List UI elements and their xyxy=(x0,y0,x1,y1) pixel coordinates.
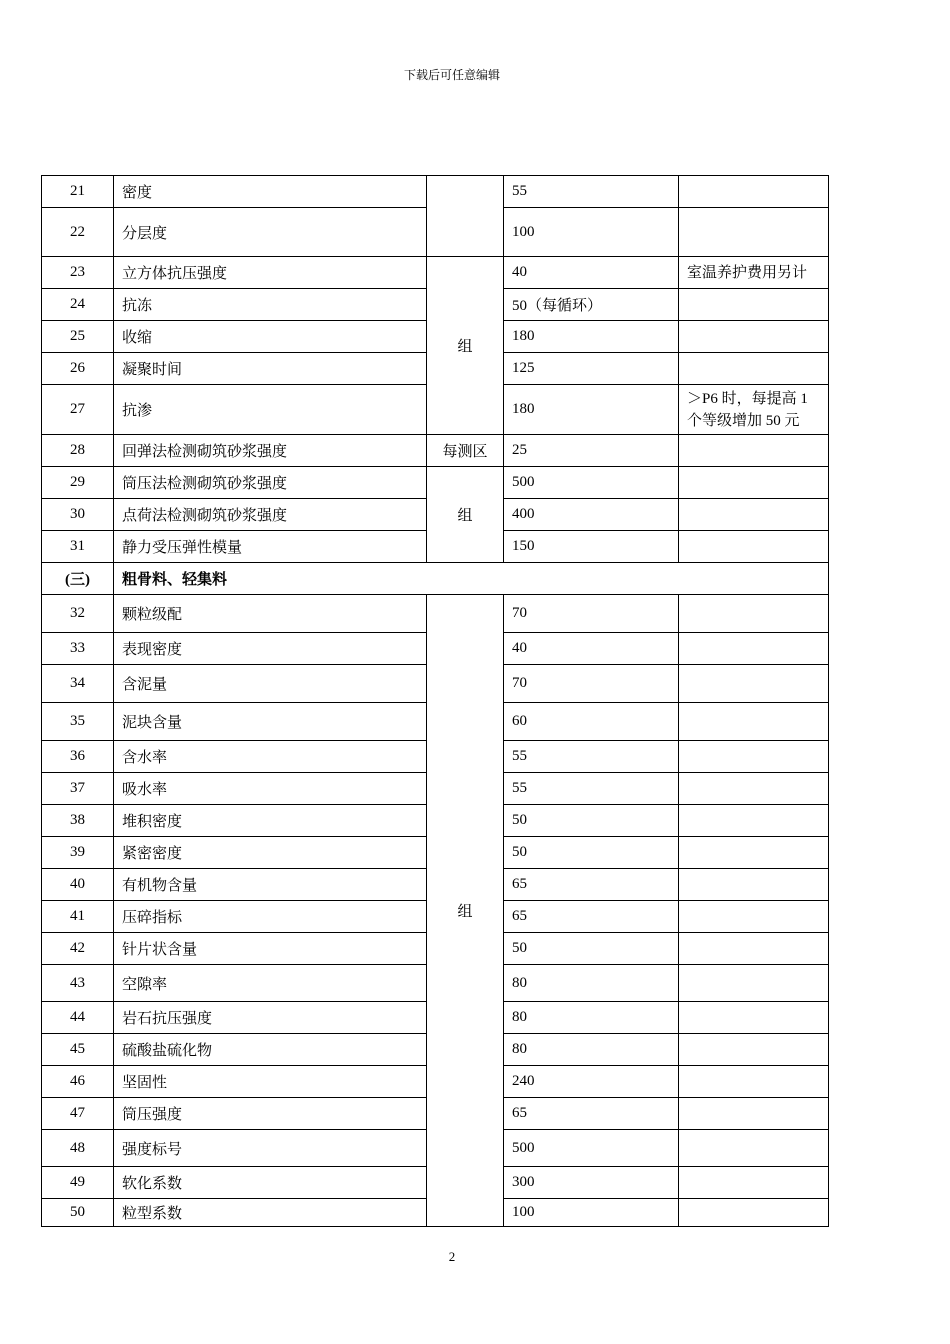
unit-cell: 组 xyxy=(427,257,504,435)
price-cell: 400 xyxy=(504,499,679,531)
page-number: 2 xyxy=(448,1249,456,1264)
test-item: 硫酸盐硫化物 xyxy=(114,1034,427,1066)
price-cell: 40 xyxy=(504,633,679,665)
price-cell: 80 xyxy=(504,1002,679,1034)
row-number: 31 xyxy=(42,531,114,563)
header-note: 下载后可任意编辑 xyxy=(403,68,500,82)
note-cell xyxy=(679,901,829,933)
row-number: 43 xyxy=(42,965,114,1002)
note-cell: ＞P6 时，每提高 1 个等级增加 50 元 xyxy=(679,385,829,435)
price-cell: 50（每循环） xyxy=(504,289,679,321)
test-item: 密度 xyxy=(114,176,427,208)
note-cell xyxy=(679,1066,829,1098)
test-item: 筒压法检测砌筑砂浆强度 xyxy=(114,467,427,499)
row-number: 22 xyxy=(42,208,114,257)
note-cell xyxy=(679,1199,829,1227)
note-cell xyxy=(679,703,829,741)
note-cell xyxy=(679,435,829,467)
note-cell xyxy=(679,467,829,499)
price-cell: 50 xyxy=(504,933,679,965)
test-item: 空隙率 xyxy=(114,965,427,1002)
price-cell: 240 xyxy=(504,1066,679,1098)
unit-cell: 组 xyxy=(427,467,504,563)
row-number: 50 xyxy=(42,1199,114,1227)
row-number: 48 xyxy=(42,1130,114,1167)
note-cell xyxy=(679,1130,829,1167)
price-cell: 80 xyxy=(504,965,679,1002)
table-row xyxy=(42,176,829,208)
section-number: (三) xyxy=(42,563,114,595)
row-number: 32 xyxy=(42,595,114,633)
row-number: 45 xyxy=(42,1034,114,1066)
unit-cell: 组 xyxy=(427,595,504,1227)
row-number: 29 xyxy=(42,467,114,499)
test-item: 粒型系数 xyxy=(114,1199,427,1227)
row-number: 44 xyxy=(42,1002,114,1034)
test-item: 吸水率 xyxy=(114,773,427,805)
test-item: 回弹法检测砌筑砂浆强度 xyxy=(114,435,427,467)
row-number: 21 xyxy=(42,176,114,208)
test-item: 含水率 xyxy=(114,741,427,773)
price-cell: 100 xyxy=(504,208,679,257)
section-header-row xyxy=(42,563,829,595)
test-item: 岩石抗压强度 xyxy=(114,1002,427,1034)
table-row xyxy=(42,595,829,633)
test-item: 软化系数 xyxy=(114,1167,427,1199)
price-cell: 150 xyxy=(504,531,679,563)
row-number: 49 xyxy=(42,1167,114,1199)
row-number: 47 xyxy=(42,1098,114,1130)
test-item: 泥块含量 xyxy=(114,703,427,741)
row-number: 34 xyxy=(42,665,114,703)
price-cell: 70 xyxy=(504,665,679,703)
test-item: 分层度 xyxy=(114,208,427,257)
row-number: 40 xyxy=(42,869,114,901)
test-item: 静力受压弹性模量 xyxy=(114,531,427,563)
row-number: 46 xyxy=(42,1066,114,1098)
test-item: 抗渗 xyxy=(114,385,427,435)
row-number: 33 xyxy=(42,633,114,665)
test-item: 压碎指标 xyxy=(114,901,427,933)
note-cell xyxy=(679,499,829,531)
row-number: 37 xyxy=(42,773,114,805)
price-cell: 65 xyxy=(504,869,679,901)
note-cell: 室温养护费用另计 xyxy=(679,257,829,289)
test-item: 含泥量 xyxy=(114,665,427,703)
price-cell: 125 xyxy=(504,353,679,385)
price-cell: 70 xyxy=(504,595,679,633)
test-item: 收缩 xyxy=(114,321,427,353)
price-cell: 65 xyxy=(504,901,679,933)
price-cell: 40 xyxy=(504,257,679,289)
row-number: 28 xyxy=(42,435,114,467)
note-cell xyxy=(679,933,829,965)
price-cell: 300 xyxy=(504,1167,679,1199)
price-cell: 25 xyxy=(504,435,679,467)
test-item: 抗冻 xyxy=(114,289,427,321)
price-cell: 500 xyxy=(504,467,679,499)
section-title: 粗骨料、轻集料 xyxy=(114,563,829,595)
price-cell: 65 xyxy=(504,1098,679,1130)
row-number: 27 xyxy=(42,385,114,435)
row-number: 42 xyxy=(42,933,114,965)
note-cell xyxy=(679,353,829,385)
note-cell xyxy=(679,665,829,703)
unit-cell xyxy=(427,176,504,257)
test-item: 立方体抗压强度 xyxy=(114,257,427,289)
table-row xyxy=(42,435,829,467)
price-cell: 55 xyxy=(504,176,679,208)
note-cell xyxy=(679,773,829,805)
test-item: 堆积密度 xyxy=(114,805,427,837)
row-number: 26 xyxy=(42,353,114,385)
row-number: 36 xyxy=(42,741,114,773)
note-cell xyxy=(679,1098,829,1130)
price-cell: 55 xyxy=(504,773,679,805)
table-row xyxy=(42,257,829,289)
test-item: 颗粒级配 xyxy=(114,595,427,633)
test-item: 坚固性 xyxy=(114,1066,427,1098)
test-item: 表现密度 xyxy=(114,633,427,665)
note-cell xyxy=(679,531,829,563)
row-number: 35 xyxy=(42,703,114,741)
note-cell xyxy=(679,741,829,773)
price-cell: 180 xyxy=(504,321,679,353)
test-item: 凝聚时间 xyxy=(114,353,427,385)
note-cell xyxy=(679,289,829,321)
note-cell xyxy=(679,208,829,257)
fee-table xyxy=(41,175,829,1227)
unit-cell: 每测区 xyxy=(427,435,504,467)
note-cell xyxy=(679,869,829,901)
row-number: 24 xyxy=(42,289,114,321)
test-item: 强度标号 xyxy=(114,1130,427,1167)
row-number: 39 xyxy=(42,837,114,869)
note-cell xyxy=(679,1167,829,1199)
test-item: 筒压强度 xyxy=(114,1098,427,1130)
price-cell: 180 xyxy=(504,385,679,435)
price-cell: 100 xyxy=(504,1199,679,1227)
note-cell xyxy=(679,1002,829,1034)
row-number: 25 xyxy=(42,321,114,353)
price-cell: 80 xyxy=(504,1034,679,1066)
note-cell xyxy=(679,633,829,665)
note-cell xyxy=(679,176,829,208)
note-cell xyxy=(679,965,829,1002)
price-cell: 50 xyxy=(504,837,679,869)
test-item: 有机物含量 xyxy=(114,869,427,901)
price-cell: 60 xyxy=(504,703,679,741)
price-cell: 55 xyxy=(504,741,679,773)
price-cell: 500 xyxy=(504,1130,679,1167)
row-number: 30 xyxy=(42,499,114,531)
note-cell xyxy=(679,595,829,633)
test-item: 点荷法检测砌筑砂浆强度 xyxy=(114,499,427,531)
note-cell xyxy=(679,321,829,353)
test-item: 针片状含量 xyxy=(114,933,427,965)
row-number: 38 xyxy=(42,805,114,837)
table-row xyxy=(42,467,829,499)
row-number: 23 xyxy=(42,257,114,289)
note-cell xyxy=(679,837,829,869)
note-cell xyxy=(679,1034,829,1066)
test-item: 紧密密度 xyxy=(114,837,427,869)
row-number: 41 xyxy=(42,901,114,933)
note-cell xyxy=(679,805,829,837)
price-cell: 50 xyxy=(504,805,679,837)
